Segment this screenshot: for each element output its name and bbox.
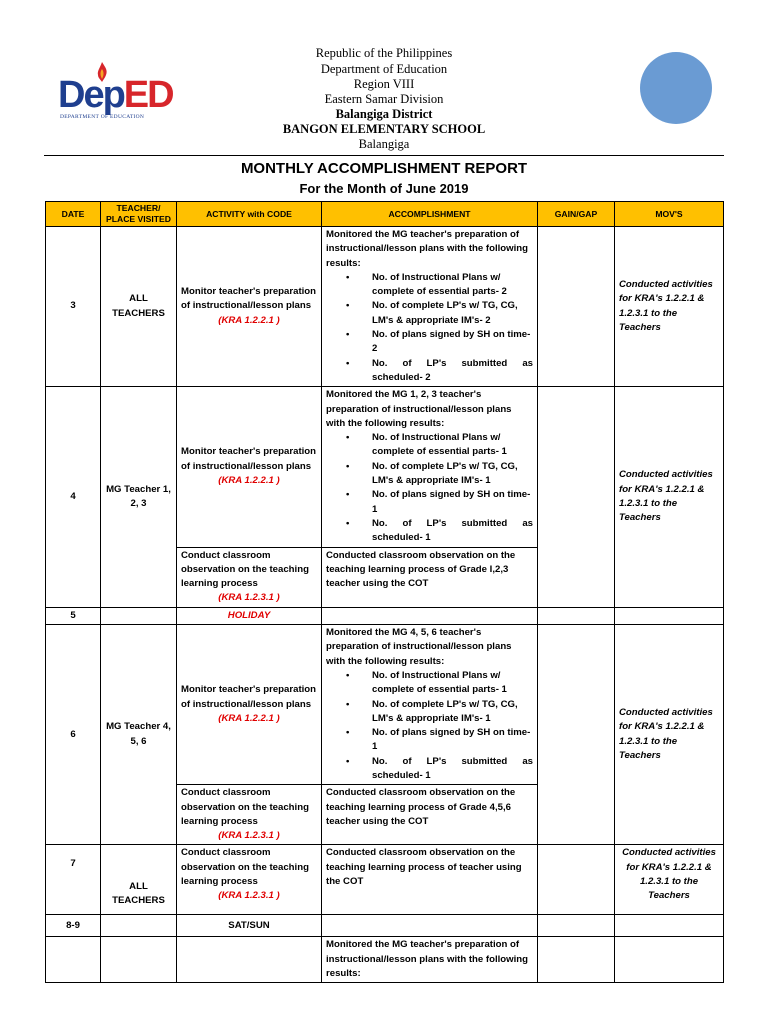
mov-cell: Conducted activities for KRA's 1.2.2.1 & 1.2.3.1 to the Teachers <box>615 625 724 845</box>
accomplishment-intro: Monitored the MG 4, 5, 6 teacher's preparation of instructional/lesson plans with the following results: <box>326 627 512 667</box>
teacher-cell <box>101 607 177 624</box>
list-item-continuation: scheduled- 2 <box>372 371 431 383</box>
activity-cell <box>177 625 322 785</box>
activity-cell <box>177 227 322 387</box>
accomplishment-cell <box>322 387 538 547</box>
gain-gap-cell <box>538 915 615 937</box>
accomplishment-cell: Conducted classroom observation on the teaching learning process of teacher using the COT <box>322 845 538 915</box>
activity-cell: SAT/SUN <box>177 915 322 937</box>
result-list <box>326 271 533 385</box>
accomplishment-cell <box>322 607 538 624</box>
kra-code: (KRA 1.2.2.1 ) <box>218 712 280 724</box>
date-cell <box>46 937 101 983</box>
header-town: Balangiga <box>358 137 410 151</box>
activity-text: Monitor teacher's preparation of instructional/lesson plans <box>181 684 317 710</box>
teacher-cell: ALL TEACHERS <box>101 227 177 387</box>
list-item: • No. of LP's submitted as <box>372 755 533 769</box>
col-header-gain-gap: GAIN/GAP <box>538 202 615 227</box>
date-cell: 6 <box>46 625 101 845</box>
col-header-movs: MOV'S <box>615 202 724 227</box>
list-item: • No. of complete LP's w/ TG, CG, LM's & appropriate IM's- 1 <box>372 460 533 489</box>
list-item: • No. of complete LP's w/ TG, CG, LM's & appropriate IM's- 1 <box>372 698 533 727</box>
mov-cell: Conducted activities for KRA's 1.2.2.1 & 1.2.3.1 to the Teachers <box>615 845 724 915</box>
header-district: Balangiga District <box>335 107 433 121</box>
table-row <box>46 387 724 547</box>
header-region: Region VIII <box>353 77 415 91</box>
gain-gap-cell <box>538 227 615 387</box>
report-title: MONTHLY ACCOMPLISHMENT REPORT <box>240 160 528 177</box>
kra-code: (KRA 1.2.2.1 ) <box>218 475 280 487</box>
list-item: • No. of Instructional Plans w/ complete of essential parts- 1 <box>372 431 533 460</box>
date-cell: 8-9 <box>46 915 101 937</box>
date-cell: 3 <box>46 227 101 387</box>
gain-gap-cell <box>538 845 615 915</box>
mov-cell: Conducted activities for KRA's 1.2.2.1 & 1.2.3.1 to the Teachers <box>615 387 724 607</box>
table-row <box>46 845 724 915</box>
header-school: BANGON ELEMENTARY SCHOOL <box>282 122 486 136</box>
gain-gap-cell <box>538 387 615 607</box>
header-republic: Republic of the Philippines <box>315 46 453 60</box>
accomplishment-intro: Monitored the MG 1, 2, 3 teacher's preparation of instructional/lesson plans with the following results: <box>326 389 512 429</box>
col-header-activity: ACTIVITY with CODE <box>177 202 322 227</box>
activity-cell <box>177 785 322 845</box>
list-item-continuation: scheduled- 1 <box>372 532 431 544</box>
kra-code: (KRA 1.2.3.1 ) <box>218 890 280 902</box>
list-item: • No. of plans signed by SH on time-2 <box>372 328 533 357</box>
gain-gap-cell <box>538 625 615 845</box>
list-item: • No. of LP's submitted as <box>372 357 533 371</box>
table-row <box>46 937 724 983</box>
mov-cell <box>615 937 724 983</box>
accomplishment-cell <box>322 625 538 785</box>
list-item: • No. of LP's submitted as <box>372 517 533 531</box>
header-division: Eastern Samar Division <box>324 92 444 106</box>
header-department: Department of Education <box>320 62 448 76</box>
table-row <box>46 625 724 785</box>
date-cell: 7 <box>46 845 101 915</box>
gain-gap-cell <box>538 937 615 983</box>
kra-code: (KRA 1.2.3.1 ) <box>218 830 280 842</box>
activity-text: Conduct classroom observation on the teaching learning process <box>181 549 309 590</box>
activity-text: Conduct classroom observation on the teaching learning process <box>181 787 309 827</box>
logo-wordmark: DepED <box>58 74 173 116</box>
date-cell: 5 <box>46 607 101 624</box>
report-subtitle: For the Month of June 2019 <box>299 181 469 196</box>
accomplishment-cell: Monitored the MG teacher's preparation of instructional/lesson plans with the following results: <box>322 937 538 983</box>
teacher-cell: ALL TEACHERS <box>101 845 177 915</box>
teacher-cell: MG Teacher 1, 2, 3 <box>101 387 177 607</box>
list-item: • No. of Instructional Plans w/ complete of essential parts- 1 <box>372 669 533 698</box>
result-list <box>326 431 533 545</box>
activity-cell <box>177 845 322 915</box>
table-row <box>46 607 724 624</box>
activity-cell <box>177 547 322 607</box>
activity-text: Monitor teacher's preparation of instructional/lesson plans <box>181 286 317 312</box>
teacher-cell <box>101 915 177 937</box>
col-header-date: DATE <box>46 202 101 227</box>
accomplishment-intro: Monitored the MG teacher's preparation of instructional/lesson plans with the following results: <box>326 229 529 269</box>
list-item: • No. of plans signed by SH on time-1 <box>372 488 533 517</box>
mov-cell: Conducted activities for KRA's 1.2.2.1 & 1.2.3.1 to the Teachers <box>615 227 724 387</box>
table-row <box>46 915 724 937</box>
accomplishment-cell: Conducted classroom observation on the teaching learning process of Grade I,2,3 teacher using the COT <box>322 547 538 607</box>
activity-cell <box>177 937 322 983</box>
accomplishment-cell <box>322 915 538 937</box>
result-list <box>326 669 533 783</box>
kra-code: (KRA 1.2.2.1 ) <box>218 314 280 326</box>
kra-code: (KRA 1.2.3.1 ) <box>218 592 280 604</box>
activity-cell: HOLIDAY <box>177 607 322 624</box>
activity-text: Conduct classroom observation on the teaching learning process <box>181 847 309 888</box>
teacher-cell <box>101 937 177 983</box>
logo-subtitle: DEPARTMENT OF EDUCATION <box>60 114 145 120</box>
gain-gap-cell <box>538 607 615 624</box>
accomplishment-cell <box>322 227 538 387</box>
table-row <box>46 227 724 387</box>
accomplishment-table <box>45 201 724 983</box>
list-item: • No. of Instructional Plans w/ complete of essential parts- 2 <box>372 271 533 300</box>
mov-cell <box>615 915 724 937</box>
list-item: • No. of plans signed by SH on time-1 <box>372 726 533 755</box>
col-header-accomplishment: ACCOMPLISHMENT <box>322 202 538 227</box>
table-header-row <box>46 202 724 227</box>
activity-cell <box>177 387 322 547</box>
mov-cell <box>615 607 724 624</box>
teacher-cell: MG Teacher 4, 5, 6 <box>101 625 177 845</box>
col-header-teacher: TEACHER/ PLACE VISITED <box>101 202 177 227</box>
date-cell: 4 <box>46 387 101 607</box>
header-divider <box>44 155 724 156</box>
list-item: • No. of complete LP's w/ TG, CG, LM's & appropriate IM's- 2 <box>372 299 533 328</box>
accomplishment-cell: Conducted classroom observation on the teaching learning process of Grade 4,5,6 teacher using the COT <box>322 785 538 845</box>
list-item-continuation: scheduled- 1 <box>372 769 431 781</box>
activity-text: Monitor teacher's preparation of instructional/lesson plans <box>181 446 317 472</box>
